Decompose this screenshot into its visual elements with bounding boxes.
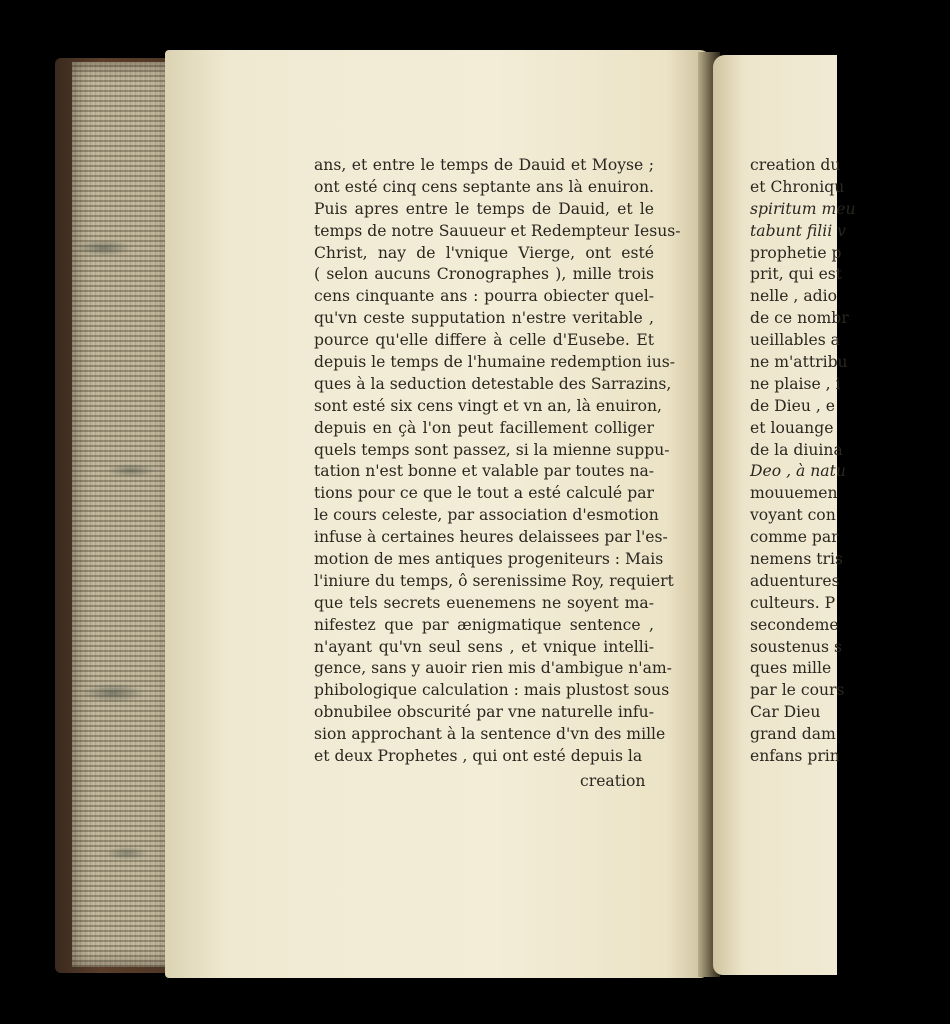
text-line: Christ, nay de l'vnique Vierge, ont esté [314,243,654,262]
text-line: et louange [750,418,834,437]
text-line: que tels secrets euenemens ne soyent ma- [314,593,654,612]
text-line: prit, qui est [750,265,843,284]
text-line: ont esté cinq cens septante ans là enuiron. [314,177,654,196]
text-line: aduentures [750,571,840,590]
text-line: ques à la seduction detestable des Sarrazins, [314,374,672,393]
text-line: voyant con [750,506,836,525]
text-line: de ce nombr [750,309,849,328]
text-line: culteurs. P [750,593,836,612]
text-line: tabunt filii v [750,221,846,240]
text-line: sont esté six cens vingt et vn an, là enuiron, [314,396,662,415]
text-line: enfans prin [750,747,840,766]
text-line: pource qu'elle differe à celle d'Eusebe. Et [314,331,654,350]
text-line: ne plaise , i [750,374,841,393]
text-line: prophetie p [750,243,842,262]
text-line: ques mille [750,659,832,678]
text-line: grand dam [750,725,836,744]
text-line: depuis en çà l'on peut facillement colliger [314,418,654,437]
text-line: Car Dieu [750,703,821,722]
text-line: motion de mes antiques progeniteurs : Mais [314,550,664,569]
text-line: tions pour ce que le tout a esté calculé par [314,484,654,503]
text-line: mouuemen [750,484,838,503]
text-line: tation n'est bonne et valable par toutes na- [314,462,655,481]
left-page-text [314,155,681,768]
text-line: nemens tris [750,550,843,569]
text-line: creation du [750,156,841,174]
text-line: ( selon aucuns Cronographes ), mille trois [314,265,654,284]
right-page [713,55,856,975]
text-line: phibologique calculation : mais plustost sous [314,681,670,700]
text-line: Deo , à natu [750,462,846,481]
catchword: creation [580,772,646,790]
text-line: nifestez que par ænigmatique sentence , [314,615,654,634]
text-line: quels temps sont passez, si la mienne suppu- [314,440,670,459]
marbled-edge [76,70,168,960]
text-line: de Dieu , e [750,396,836,415]
text-line: ne m'attribu [750,353,848,372]
text-line: l'iniure du temps, ô serenissime Roy, requiert [314,571,674,590]
right-page-text [750,155,950,768]
text-line: infuse à certaines heures delaissees par l'es- [314,528,668,547]
text-line: ans, et entre le temps de Dauid et Moyse ; [314,156,654,174]
text-line: secondeme [750,615,839,634]
text-line: ueillables a [750,331,840,350]
text-line: Puis apres entre le temps de Dauid, et le [314,199,654,218]
text-line: qu'vn ceste supputation n'estre veritable , [314,309,654,328]
text-line: et deux Prophetes , qui ont esté depuis la [314,747,643,766]
text-line: spiritum meu [750,199,856,218]
text-line: comme par [750,528,839,547]
text-line: le cours celeste, par association d'esmotion [314,506,659,525]
text-line: nelle , adio [750,287,837,306]
text-line: par le cours [750,681,845,700]
text-line: gence, sans y auoir rien mis d'ambigue n'am- [314,659,672,678]
text-line: de la diuina [750,440,843,459]
text-line: et Chroniqu [750,177,845,196]
text-line: sion approchant à la sentence d'vn des mille [314,725,666,744]
text-line: obnubilee obscurité par vne naturelle infu- [314,703,654,722]
text-line: soustenus s [750,637,842,656]
text-line: temps de notre Sauueur et Redempteur Iesus- [314,221,681,240]
text-line: cens cinquante ans : pourra obiecter quel- [314,287,654,306]
text-line: depuis le temps de l'humaine redemption ius- [314,353,676,372]
text-line: n'ayant qu'vn seul sens , et vnique intelli- [314,637,654,656]
